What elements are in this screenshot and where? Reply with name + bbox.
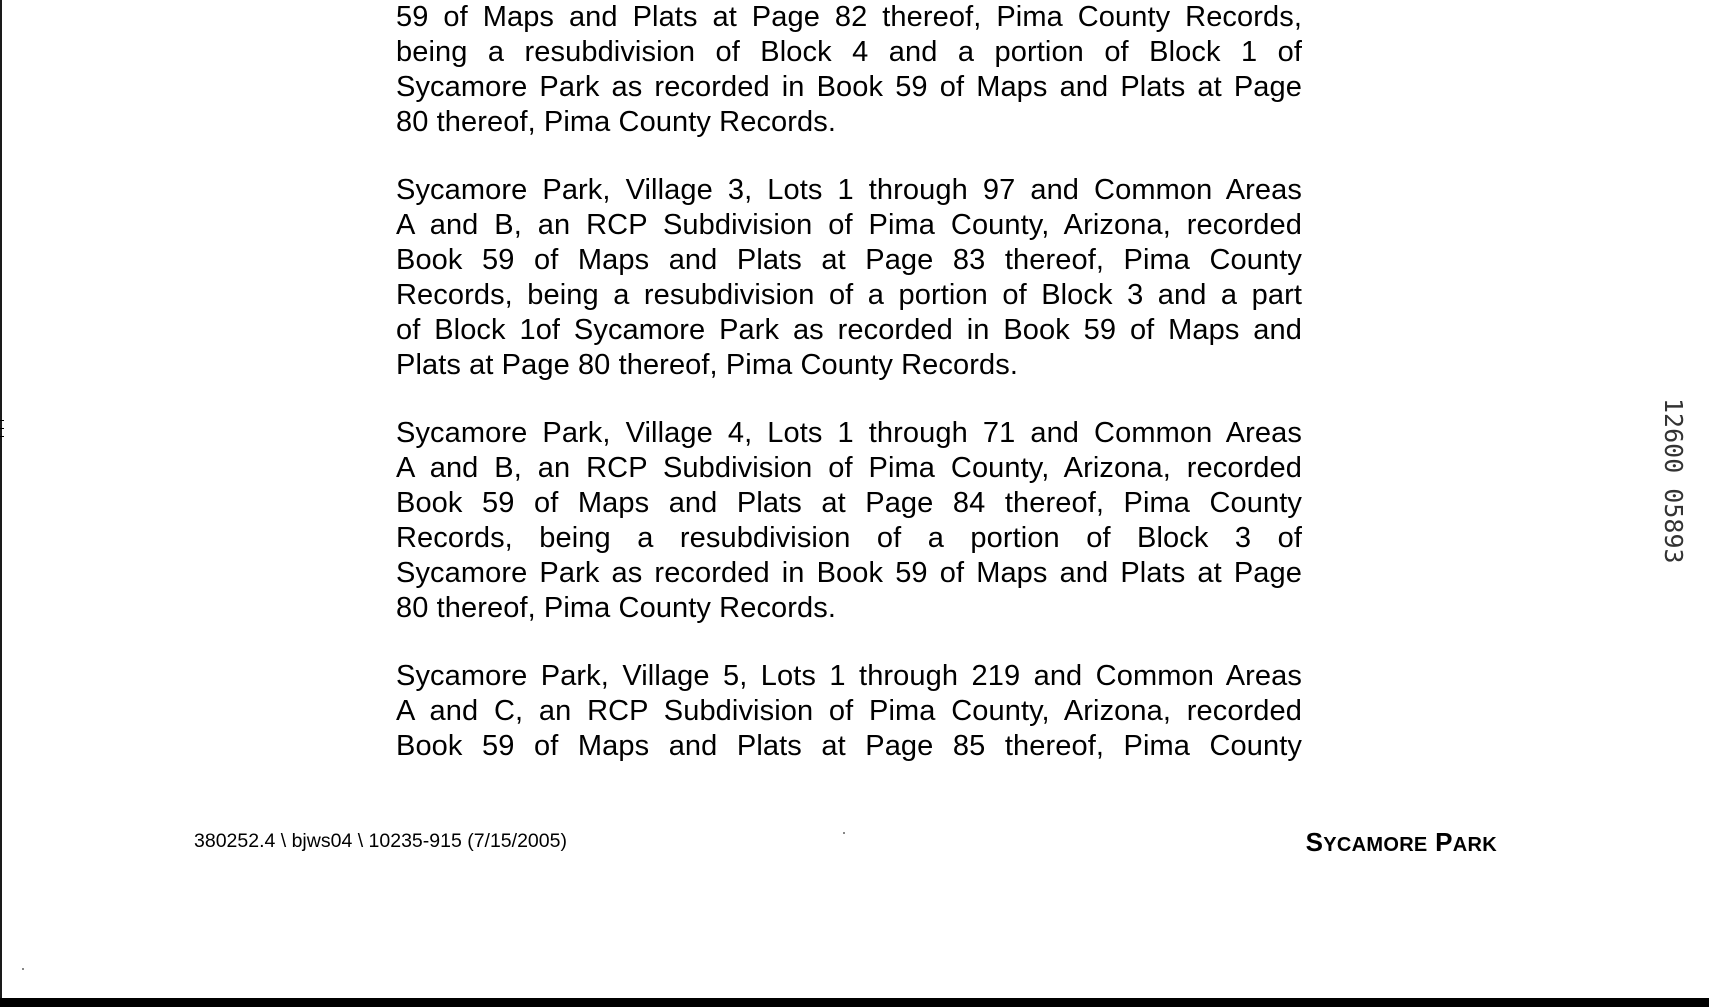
scan-speck xyxy=(843,832,845,834)
title-smallcaps: YCAMORE xyxy=(1323,834,1428,856)
paragraph-village-4 xyxy=(396,416,1302,626)
title-smallcaps: ARK xyxy=(1452,834,1497,856)
text-line: Book 59 of Maps and Plats at Page 83 thereof, Pima County xyxy=(396,244,1302,276)
text-line: Sycamore Park, Village 5, Lots 1 through 219 and Common Areas xyxy=(396,660,1302,692)
text-line: A and B, an RCP Subdivision of Pima County, Arizona, recorded xyxy=(396,209,1302,241)
text-line: A and C, an RCP Subdivision of Pima County, Arizona, recorded xyxy=(396,695,1302,727)
title-initial: P xyxy=(1435,827,1453,857)
scan-edge-mark xyxy=(0,436,4,437)
paragraph-village-3 xyxy=(396,173,1302,383)
text-line: Records, being a resubdivision of a portion of Block 3 and a part xyxy=(396,279,1302,311)
scan-left-edge xyxy=(0,0,2,1000)
paragraph-village-5 xyxy=(396,659,1302,764)
text-line: 59 of Maps and Plats at Page 82 thereof, Pima County Records, xyxy=(396,1,1302,33)
recording-number: 12600 05893 xyxy=(1659,398,1688,564)
text-line: Plats at Page 80 thereof, Pima County Records. xyxy=(396,349,1018,381)
text-line: Book 59 of Maps and Plats at Page 84 thereof, Pima County xyxy=(396,487,1302,519)
document-title-footer xyxy=(1306,827,1497,860)
scan-edge-mark xyxy=(0,420,4,421)
text-line: 80 thereof, Pima County Records. xyxy=(396,592,837,624)
text-line: Sycamore Park as recorded in Book 59 of Maps and Plats at Page xyxy=(396,557,1302,589)
scan-edge-mark xyxy=(0,428,4,429)
text-line: Sycamore Park, Village 4, Lots 1 through 71 and Common Areas xyxy=(396,417,1302,449)
scan-speck xyxy=(22,968,24,970)
legal-description-body xyxy=(396,0,1302,797)
text-line: Sycamore Park as recorded in Book 59 of Maps and Plats at Page xyxy=(396,71,1302,103)
recording-stamp xyxy=(1658,398,1688,678)
scan-bottom-border xyxy=(0,998,1709,1007)
title-initial: S xyxy=(1305,827,1324,857)
text-line: being a resubdivision of Block 4 and a portion of Block 1 of xyxy=(396,36,1302,68)
text-line: Book 59 of Maps and Plats at Page 85 thereof, Pima County xyxy=(396,730,1302,762)
text-line: of Block 1of Sycamore Park as recorded in Book 59 of Maps and xyxy=(396,314,1302,346)
paragraph-village-2-continued xyxy=(396,0,1302,140)
text-line: 80 thereof, Pima County Records. xyxy=(396,106,837,138)
text-line: Sycamore Park, Village 3, Lots 1 through 97 and Common Areas xyxy=(396,174,1302,206)
text-line: Records, being a resubdivision of a portion of Block 3 of xyxy=(396,522,1302,554)
text-line: A and B, an RCP Subdivision of Pima County, Arizona, recorded xyxy=(396,452,1302,484)
document-id-footer: 380252.4 \ bjws04 \ 10235-915 (7/15/2005) xyxy=(194,830,567,852)
